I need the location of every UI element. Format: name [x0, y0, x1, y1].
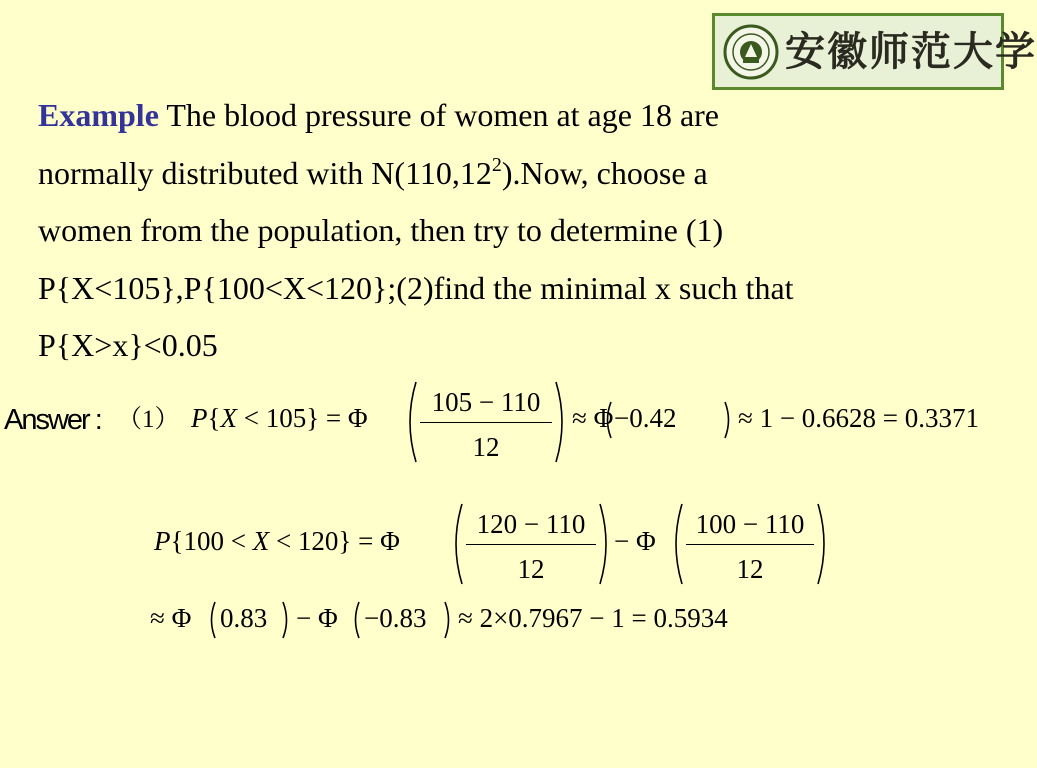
math-text: −0.42 [614, 403, 677, 433]
problem-text: normally distributed with N(110,12 [38, 154, 492, 191]
math-text: {100 < [170, 526, 253, 556]
example-keyword: Example [38, 97, 159, 133]
right-paren [442, 600, 454, 640]
math-result: ≈ 1 − 0.6628 = 0.3371 [738, 403, 980, 433]
variable-x: X [220, 403, 237, 433]
problem-text: The blood pressure of women at age 18 are [166, 97, 719, 133]
fraction-denominator: 12 [517, 554, 545, 584]
math-text: ≈ Φ [150, 603, 192, 633]
math-text: −0.83 [364, 603, 427, 633]
left-paren [206, 600, 218, 640]
problem-line-3: women from the population, then try to determine (1) [38, 212, 724, 248]
variable-x: X [252, 526, 270, 556]
part-label: （1） [117, 406, 180, 433]
problem-line-4: P{X<105},P{100<X<120};(2)find the minimal x such that [38, 269, 794, 306]
math-text: − Φ [614, 526, 656, 556]
prob-symbol: P [191, 403, 208, 433]
math-text: 0.83 [220, 603, 268, 633]
fraction-numerator: 120 − 110 [476, 509, 586, 539]
fraction-denominator: 12 [736, 554, 764, 584]
math-text: { [207, 403, 221, 433]
fraction-numerator: 105 − 110 [431, 387, 541, 417]
math-text: − Φ [296, 603, 338, 633]
university-name: 安徽师范大学 [785, 28, 1037, 75]
problem-text: ).Now, choose a [501, 154, 708, 191]
right-paren [280, 600, 292, 640]
fraction-denominator: 12 [472, 432, 500, 462]
prob-symbol: P [154, 526, 171, 556]
math-result: ≈ 2×0.7967 − 1 = 0.5934 [458, 603, 728, 633]
exponent: 2 [491, 153, 502, 176]
math-text: ≈ Φ [572, 403, 614, 433]
left-paren [350, 600, 362, 640]
answer-label: Answer : [4, 404, 101, 436]
math-text: < 120} = Φ [269, 526, 400, 556]
fraction-numerator: 100 − 110 [695, 509, 805, 539]
math-text: < 105} = Φ [236, 403, 368, 433]
problem-line-5: P{X>x}<0.05 [38, 327, 218, 363]
